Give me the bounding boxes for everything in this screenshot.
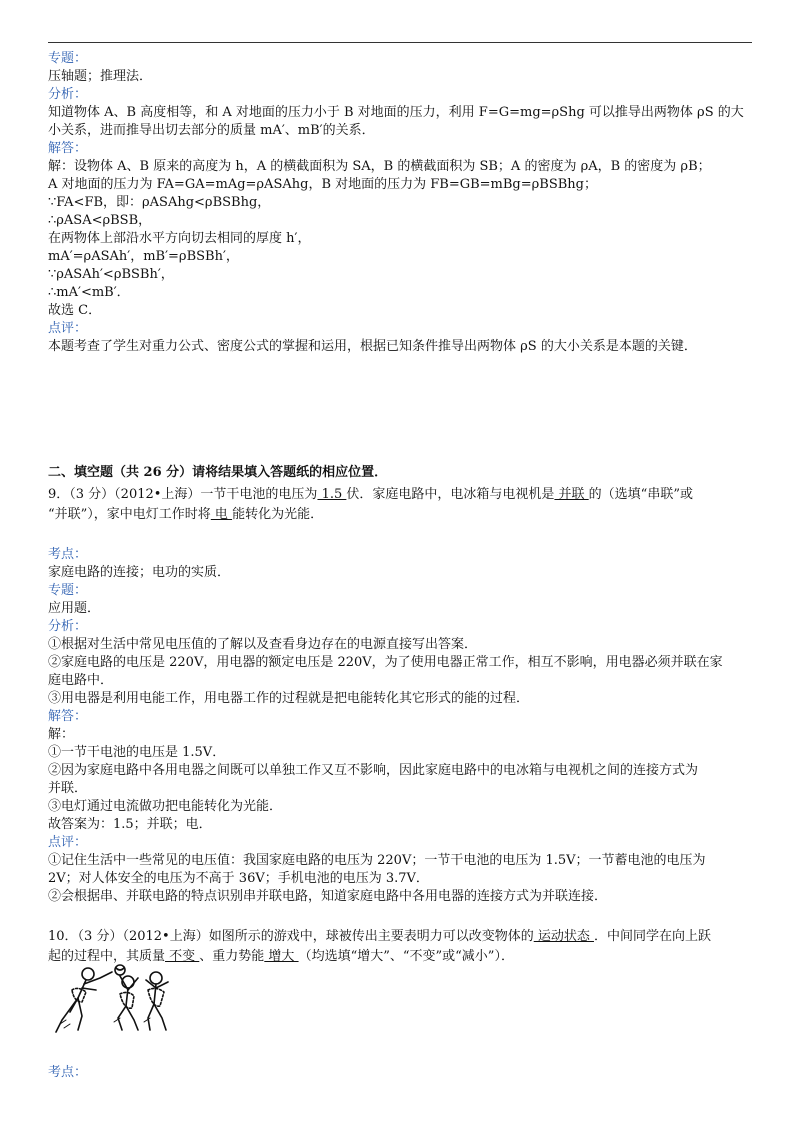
fenxi-line: 庭电路中． xyxy=(48,673,114,688)
fenxi-line: ②家庭电路的电压是 220V，用电器的额定电压是 220V，为了使用电器正常工作，相互不影响，用电器必须并联在家 xyxy=(48,655,723,670)
q9-text: 的（选填“串联”或 xyxy=(588,487,693,502)
q10-answer-blank: 运动状态 xyxy=(533,929,594,944)
dianping-label: 点评： xyxy=(48,321,88,336)
q9-answer-blank: 1.5 xyxy=(317,487,347,502)
zhuanti-text: 压轴题；推理法． xyxy=(48,69,153,84)
dianping-line: 2V；对人体安全的电压为不高于 36V；手机电池的电压为 3.7V． xyxy=(48,871,429,886)
q9-line1 xyxy=(48,486,752,504)
q10-text: ．中间同学在向上跃 xyxy=(593,929,711,944)
jieda-label: 解答： xyxy=(48,709,88,724)
jieda-line: 解： xyxy=(48,727,75,742)
jieda-line: ∴ρASA<ρBSB， xyxy=(48,213,152,228)
q10-text: 起的过程中，其质量 xyxy=(48,949,166,964)
jieda-line: 解：设物体 A、B 原来的高度为 h，A 的横截面积为 SA，B 的横截面积为 SB；A 的密度为 ρA，B 的密度为 ρB； xyxy=(48,159,711,174)
jieda-line: ①一节干电池的电压是 1.5V． xyxy=(48,745,226,760)
q10-text: （均选填“增大”、“不变”或“减小”）． xyxy=(298,949,514,964)
jieda-line: mA′=ρASAh′，mB′=ρBSBh′， xyxy=(48,249,239,264)
fenxi-line: 小关系，进而推导出切去部分的质量 mA′、mB′的关系． xyxy=(48,123,375,138)
jieda-line: A 对地面的压力为 FA=GA=mAg=ρASAhg，B 对地面的压力为 FB=GB=mBg=ρBSBhg； xyxy=(48,177,597,192)
jieda-line: ③电灯通过电流做功把电能转化为光能． xyxy=(48,799,283,814)
fenxi-label: 分析： xyxy=(48,619,88,634)
jieda-line: ∵ρASAh′<ρBSBh′， xyxy=(48,267,174,282)
dianping-text: 本题考查了学生对重力公式、密度公式的掌握和运用，根据已知条件推导出两物体 ρS 的大小关系是本题的关键． xyxy=(48,339,697,354)
fenxi-label: 分析： xyxy=(48,87,88,102)
q9-text: 9．（3 分）（2012•上海）一节干电池的电压为 xyxy=(48,487,318,502)
q10-answer-blank: 不变 xyxy=(165,949,200,964)
zhuanti-text: 应用题． xyxy=(48,601,101,616)
top-rule xyxy=(48,42,752,43)
q9-text: 伏．家庭电路中，电冰箱与电视机是 xyxy=(346,487,555,502)
q9-line2 xyxy=(48,506,752,524)
q10-line1 xyxy=(48,928,752,946)
q9-text: 能转化为光能． xyxy=(232,507,324,522)
dianping-label: 点评： xyxy=(48,835,88,850)
jieda-line: 在两物体上部沿水平方向切去相同的厚度 h′， xyxy=(48,231,311,246)
fenxi-line: 知道物体 A、B 高度相等，和 A 对地面的压力小于 B 对地面的压力，利用 F=G=mg=ρShg 可以推导出两物体 ρS 的大 xyxy=(48,105,744,120)
fenxi-line: ①根据对生活中常见电压值的了解以及查看身边存在的电源直接写出答案． xyxy=(48,637,478,652)
kaodian-label: 考点： xyxy=(48,547,88,562)
q9-answer-blank: 电 xyxy=(210,507,233,522)
jieda-line: ∵FA<FB，即：ρASAhg<ρBSBhg， xyxy=(48,195,271,210)
jieda-label: 解答： xyxy=(48,141,88,156)
jieda-line: 故答案为：1.5；并联；电． xyxy=(48,817,212,832)
fenxi-line: ③用电器是利用电能工作，用电器工作的过程就是把电能转化其它形式的能的过程． xyxy=(48,691,530,706)
kaodian-text: 家庭电路的连接；电功的实质． xyxy=(48,565,231,580)
q9-answer-blank: 并联 xyxy=(554,487,589,502)
section-heading: 二、填空题（共 26 分）请将结果填入答题纸的相应位置． xyxy=(48,465,388,480)
q10-text: 10．（3 分）（2012•上海）如图所示的游戏中，球被传出主要表明力可以改变物体的 xyxy=(48,929,534,944)
dianping-line: ①记住生活中一些常见的电压值：我国家庭电路的电压为 220V；一节干电池的电压为 1.5V；一节蓄电池的电压为 xyxy=(48,853,706,868)
q10-answer-blank: 增大 xyxy=(264,949,299,964)
dianping-line: ②会根据串、并联电路的特点识别串并联电路，知道家庭电路中各用电器的连接方式为并联连接． xyxy=(48,889,608,904)
kaodian-label: 考点： xyxy=(48,1065,88,1080)
q9-text: “并联”），家中电灯工作时将 xyxy=(48,507,211,522)
zhuanti-label: 专题： xyxy=(48,583,88,598)
zhuanti-label: 专题： xyxy=(48,51,88,66)
q10-text: 、重力势能 xyxy=(199,949,265,964)
children-ball-game-illustration xyxy=(48,960,178,1035)
jieda-line: 并联． xyxy=(48,781,88,796)
jieda-line: ∴mA′<mB′． xyxy=(48,285,130,300)
jieda-line: 故选 C． xyxy=(48,303,102,318)
jieda-line: ②因为家庭电路中各用电器之间既可以单独工作又互不影响，因此家庭电路中的电冰箱与电视机之间的连接方式为 xyxy=(48,763,699,778)
